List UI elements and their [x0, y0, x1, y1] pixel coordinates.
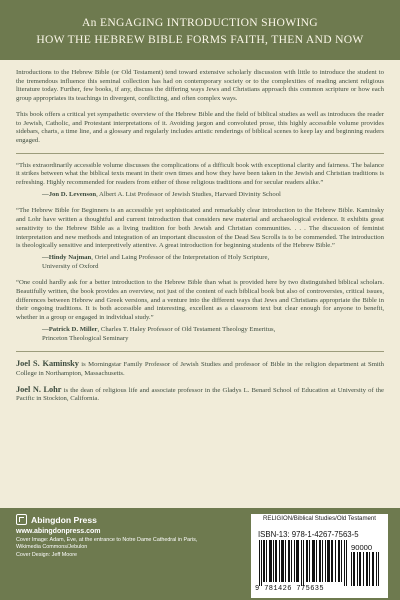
- endorsement-text: “This extraordinarily accessible volume discusses the complications of a difficult book with exceptional clarity and fairness. The balance it strikes between what the biblical texts meant in their own times and how they have been taken in the Jewish and Christian traditions is refreshing. Highly recommended for readers from either of those religious traditions and for secular readers alike.”: [16, 161, 384, 187]
- endorser-affiliation-line-2: University of Oxford: [42, 262, 99, 270]
- author-name: Joel S. Kaminsky: [16, 359, 79, 369]
- bisac-category: RELIGION/Biblical Studies/Old Testament: [262, 515, 376, 522]
- author-bio-text: is the dean of religious life and associate professor in the Gladys L. Benard School of Education at University of the Pacific in Stockton, California.: [16, 386, 384, 403]
- endorser-affiliation-line-2: Princeton Theological Seminary: [42, 334, 129, 342]
- publisher-name: Abingdon Press: [31, 514, 97, 525]
- barcode-digits: 9 781426 775635: [255, 585, 325, 593]
- price-code: 90000: [351, 543, 373, 552]
- publisher-logo: [16, 514, 216, 525]
- abingdon-logo-icon: [16, 514, 27, 525]
- ean-barcode-icon: [259, 540, 347, 586]
- endorsement-text: “The Hebrew Bible for Beginners is an accessible yet sophisticated and remarkably clear introduction to the Hebrew Bible. Kaminsky and Lohr have written a thoughtful and current introduction that considers new material and archaeological evidence. It exhibits great sensitivity to the Hebrew Bible as a living tradition for both Jewish and Christian communities. . . . The discussion of feminist interpretation and new methods and integration of an important discussion of the Dead Sea Scrolls is to be commended. The introduction is theologically sensitive and interpretively attentive. A great introduction for beginning students of the Hebrew Bible.”: [16, 207, 384, 250]
- headline-line-1: An ENGAGING INTRODUCTION SHOWING: [82, 16, 318, 29]
- divider: [16, 153, 384, 154]
- endorsement-text: “One could hardly ask for a better introduction to the Hebrew Bible than what is provided here by two distinguished biblical scholars. Beautifully written, the book provides an overview, not just of the content of each biblical book but also of controversies, critical issues, differences between Hebrew and Greek versions, and a venture into the different ways that Jews and Christians appropriate the Bible in their ongoing traditions. It is both accessible and interesting, excellent as a classroom text but clear enough for anyone to benefit, whether in a group or engaged in individual study.”: [16, 279, 384, 322]
- publisher-website: www.abingdonpress.com: [16, 528, 101, 535]
- back-cover-content: [16, 69, 384, 411]
- price-barcode-icon: [351, 552, 379, 586]
- endorsement-2: [16, 207, 384, 271]
- cover-design-credit: Cover Design: Jeff Moore: [16, 552, 78, 558]
- isbn-label: ISBN-13: 978-1-4267-7563-5: [258, 530, 359, 539]
- barcode-panel: [251, 514, 388, 598]
- headline-line-2: HOW THE HEBREW BIBLE FORMS FAITH, THEN AND NOW: [36, 33, 364, 46]
- endorsement-attribution: [42, 254, 384, 271]
- endorser-name: —Patrick D. Miller: [42, 325, 98, 333]
- intro-paragraph-2: This book offers a critical yet sympathetic overview of the Hebrew Bible and the field of biblical studies as well as introduces the reader to Jewish, Catholic, and Protestant interpretations of it. Avoiding jargon and convoluted prose, this highly accessible volume provides sidebars, charts, a time line, and a glossary and regularly includes artistic renderings of biblical scenes to keep lay and beginning readers engaged.: [16, 110, 384, 144]
- author-bio-2: [16, 386, 384, 404]
- author-name: Joel N. Lohr: [16, 384, 62, 394]
- cover-image-credit: Cover Image: Adam, Eve, at the entrance to Notre Dame Cathedral in Paris, Wikimedia Commons/Jebulon: [16, 537, 198, 550]
- endorser-affiliation: , Albert A. List Professor of Jewish Studies, Harvard Divinity School: [96, 190, 281, 198]
- endorsement-attribution: [42, 191, 384, 200]
- endorsement-1: [16, 162, 384, 200]
- endorser-name: —Jon D. Levenson: [42, 190, 97, 198]
- endorsement-attribution: [42, 326, 384, 343]
- endorser-affiliation: , Oriel and Laing Professor of the Interpretation of Holy Scripture,: [91, 253, 270, 261]
- divider: [16, 351, 384, 352]
- author-bio-1: [16, 360, 384, 378]
- endorsement-3: [16, 279, 384, 343]
- author-bio-text: is Morningstar Family Professor of Jewish Studies and professor of Bible in the religion department at Smith College in Northampton, Massachusetts.: [16, 361, 384, 377]
- intro-paragraph-1: Introductions to the Hebrew Bible (or Old Testament) tend toward extensive scholarly discussion with little to introduce the student to the tremendous influence this seminal collection has had on contemporary society or to the complexities of reading ancient religious literature today. Further, few books, if any, discuss the differing ways Jews and Christians approach this common scripture or how each group appropriates its teachings in divergent, conflicting, and often complex ways.: [16, 69, 384, 103]
- cover-header-band: [0, 0, 400, 60]
- publisher-block: [16, 514, 216, 558]
- endorser-affiliation: , Charles T. Haley Professor of Old Testament Theology Emeritus,: [97, 325, 276, 333]
- endorser-name: —Hindy Najman: [42, 253, 92, 261]
